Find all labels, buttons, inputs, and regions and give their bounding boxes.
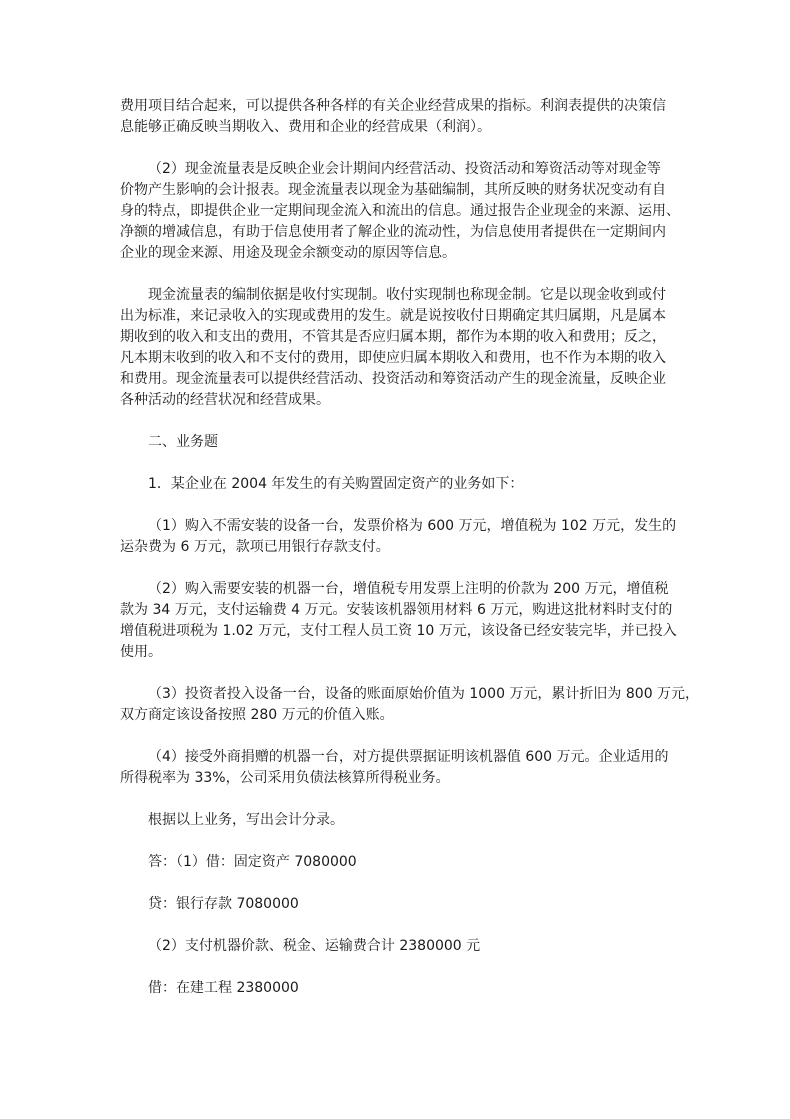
text-line: 期收到的收入和支出的费用，不管其是否应归属本期，都作为本期的收入和费用；反之， <box>120 329 666 345</box>
text-line: 出为标准，来记录收入的实现或费用的发生。就是说按收付日期确定其归属期，凡是属本 <box>120 308 666 324</box>
text-line: （2）支付机器价款、税金、运输费合计 2380000 元 <box>148 938 481 954</box>
paragraph <box>120 936 720 957</box>
paragraph <box>120 516 720 558</box>
text-line: 现金流量表的编制依据是收付实现制。收付实现制也称现金制。它是以现金收到或付 <box>148 287 666 303</box>
text-line: 身的特点，即提供企业一定期间现金流入和流出的信息。通过报告企业现金的来源、运用、 <box>120 203 680 219</box>
text-line: 企业的现金来源、用途及现金余额变动的原因等信息。 <box>120 245 456 261</box>
text-line: 1．某企业在 2004 年发生的有关购置固定资产的业务如下： <box>148 476 524 492</box>
text-line: （3）投资者投入设备一台，设备的账面原始价值为 1000 万元，累计折旧为 800 万元， <box>148 686 700 702</box>
text-line: 所得税率为 33%，公司采用负债法核算所得税业务。 <box>120 770 450 786</box>
text-line: 答：（1）借：固定资产 7080000 <box>148 854 357 870</box>
paragraph <box>120 684 720 726</box>
text-line: 和费用。现金流量表可以提供经营活动、投资活动和筹资活动产生的现金流量，反映企业 <box>120 371 666 387</box>
text-line: 二、业务题 <box>148 434 218 450</box>
text-line: （2）购入需要安装的机器一台，增值税专用发票上注明的价款为 200 万元，增值税 <box>148 581 669 597</box>
paragraph <box>120 96 720 138</box>
paragraph <box>120 978 720 999</box>
text-line: （2）现金流量表是反映企业会计期间内经营活动、投资活动和筹资活动等对现金等 <box>148 161 661 177</box>
paragraph <box>120 432 720 453</box>
text-line: 使用。 <box>120 644 162 660</box>
text-line: 借：在建工程 2380000 <box>148 980 299 996</box>
paragraph <box>120 747 720 789</box>
paragraph <box>120 579 720 663</box>
text-line: （4）接受外商捐赠的机器一台，对方提供票据证明该机器值 600 万元。企业适用的 <box>148 749 669 765</box>
paragraph <box>120 852 720 873</box>
text-line: 双方商定该设备按照 280 万元的价值入账。 <box>120 707 394 723</box>
paragraph <box>120 810 720 831</box>
text-line: 增值税进项税为 1.02 万元，支付工程人员工资 10 万元，该设备已经安装完毕，并已投入 <box>120 623 677 639</box>
paragraph <box>120 285 720 411</box>
text-line: 贷：银行存款 7080000 <box>148 896 299 912</box>
text-line: 根据以上业务，写出会计分录。 <box>148 812 344 828</box>
paragraph <box>120 474 720 495</box>
text-line: 运杂费为 6 万元，款项已用银行存款支付。 <box>120 539 390 555</box>
text-line: 息能够正确反映当期收入、费用和企业的经营成果（利润）。 <box>120 119 491 135</box>
text-line: 凡本期末收到的收入和不支付的费用，即使应归属本期收入和费用，也不作为本期的收入 <box>120 350 666 366</box>
text-line: 款为 34 万元，支付运输费 4 万元。安装该机器领用材料 6 万元，购进这批材料时支付的 <box>120 602 673 618</box>
paragraph <box>120 159 720 264</box>
paragraph <box>120 894 720 915</box>
text-line: 价物产生影响的会计报表。现金流量表以现金为基础编制，其所反映的财务状况变动有自 <box>120 182 666 198</box>
text-line: 费用项目结合起来，可以提供各种各样的有关企业经营成果的指标。利润表提供的决策信 <box>120 98 666 114</box>
text-line: 净额的增减信息，有助于信息使用者了解企业的流动性，为信息使用者提供在一定期间内 <box>120 224 666 240</box>
document-body <box>120 96 720 1020</box>
text-line: （1）购入不需安装的设备一台，发票价格为 600 万元，增值税为 102 万元，发生的 <box>148 518 677 534</box>
text-line: 各种活动的经营状况和经营成果。 <box>120 392 330 408</box>
